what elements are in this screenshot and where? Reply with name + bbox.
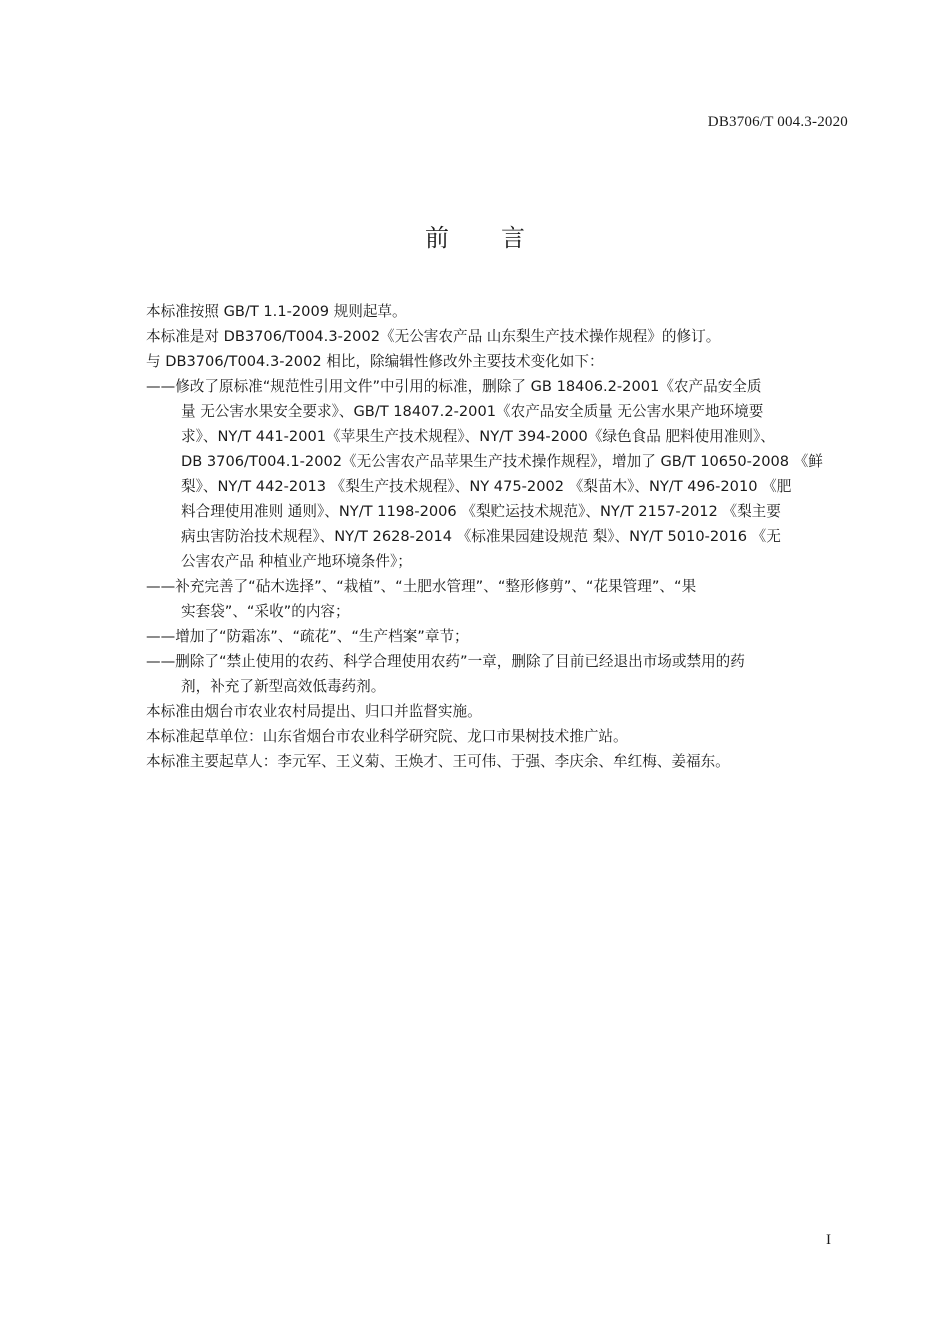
body-line: 梨》、NY/T 442-2013 《梨生产技术规程》、NY 475-2002 《梨苗木》、NY/T 496-2010 《肥 <box>181 478 792 495</box>
title-char-2: 言 <box>501 224 525 252</box>
body-line: ——补充完善了“砧木选择”、“栽植”、“土肥水管理”、“整形修剪”、“花果管理”、“果 <box>146 578 697 595</box>
body-line: DB 3706/T004.1-2002《无公害农产品苹果生产技术操作规程》，增加了 GB/T 10650-2008 《鲜 <box>181 453 823 470</box>
page-title <box>0 218 950 253</box>
body-line: 本标准主要起草人：李元军、王义菊、王焕才、王可伟、于强、李庆余、牟红梅、姜福东。 <box>146 753 730 770</box>
body-line: ——修改了原标准“规范性引用文件”中引用的标准，删除了 GB 18406.2-2001《农产品安全质 <box>146 378 762 395</box>
body-line: 本标准由烟台市农业农村局提出、归口并监督实施。 <box>146 703 482 720</box>
body-line: 实套袋”、“采收”的内容； <box>181 603 350 620</box>
body-line: 病虫害防治技术规程》、NY/T 2628-2014 《标准果园建设规范 梨》、NY/T 5010-2016 《无 <box>181 528 781 545</box>
body-line: 本标准按照 GB/T 1.1-2009 规则起草。 <box>146 303 407 320</box>
body-line: 剂，补充了新型高效低毒药剂。 <box>181 678 386 695</box>
document-code: DB3706/T 004.3-2020 <box>707 114 848 130</box>
body-line: 料合理使用准则 通则》、NY/T 1198-2006 《梨贮运技术规范》、NY/T 2157-2012 《梨主要 <box>181 503 781 520</box>
title-char-1: 前 <box>425 224 449 252</box>
body-line: 求》、NY/T 441-2001《苹果生产技术规程》、NY/T 394-2000《绿色食品 肥料使用准则》、 <box>181 428 775 445</box>
page-number: I <box>826 1232 831 1248</box>
body-line: ——增加了“防霜冻”、“疏花”、“生产档案”章节； <box>146 628 469 645</box>
body-line: 公害农产品 种植业产地环境条件》； <box>181 553 412 570</box>
body-line: ——删除了“禁止使用的农药、科学合理使用农药”一章，删除了目前已经退出市场或禁用的药 <box>146 653 745 670</box>
body-line: 本标准起草单位：山东省烟台市农业科学研究院、龙口市果树技术推广站。 <box>146 728 628 745</box>
body-line: 本标准是对 DB3706/T004.3-2002《无公害农产品 山东梨生产技术操作规程》的修订。 <box>146 328 721 345</box>
body-line: 量 无公害水果安全要求》、GB/T 18407.2-2001《农产品安全质量 无公害水果产地环境要 <box>181 403 764 420</box>
body-line: 与 DB3706/T004.3-2002 相比，除编辑性修改外主要技术变化如下： <box>146 353 604 370</box>
preface-body <box>146 299 866 774</box>
